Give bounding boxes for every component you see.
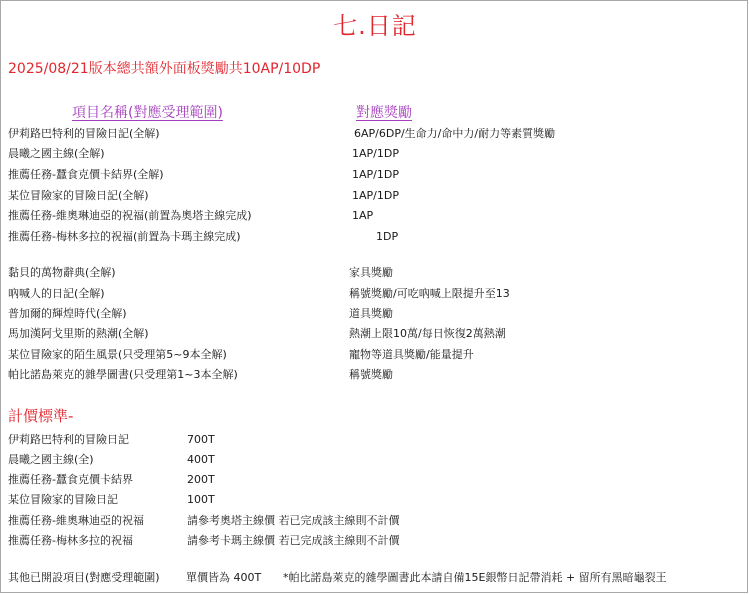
table-row-item: 普加爾的輝煌時代(全解) <box>8 307 127 320</box>
footer-note: *帕比諾島萊克的雜學圖書此本請自備15E銀幣日記帶消耗 + 留所有黑暗龜裂王 <box>283 571 667 584</box>
table-row-reward: 1AP/1DP <box>352 147 399 160</box>
table-row-item: 黏貝的萬物辭典(全解) <box>8 266 116 279</box>
table-row-reward: 1AP/1DP <box>352 168 399 181</box>
table-row-reward: 道具獎勵 <box>349 307 393 320</box>
table-row-item: 某位冒險家的陌生風景(只受理第5~9本全解) <box>8 348 227 361</box>
table-row-item: 馬加漢阿戈里斯的熱潮(全解) <box>8 327 149 340</box>
table-row-item: 推薦任務-梅林多拉的祝福(前置為卡瑪主線完成) <box>8 230 241 243</box>
table-row-item: 伊莉路巴特利的冒險日記(全解) <box>8 127 160 140</box>
table-row-item: 帕比諾島萊克的雜學圖書(只受理第1~3本全解) <box>8 368 238 381</box>
footer-price: 單價皆為 400T <box>186 571 262 584</box>
pricing-row-price: 400T <box>187 453 215 466</box>
column-header-reward: 對應獎勵 <box>356 105 412 121</box>
table-row-reward: 1AP/1DP <box>352 189 399 202</box>
pricing-row-price: 700T <box>187 433 215 446</box>
pricing-row-price: 請參考奧塔主線價 若已完成該主線則不計價 <box>187 514 400 527</box>
table-row-reward: 熱潮上限10萬/每日恢復2萬熱潮 <box>349 327 506 340</box>
table-row-reward: 1AP <box>352 209 374 222</box>
pricing-row-item: 某位冒險家的冒險日記 <box>8 493 118 506</box>
pricing-row-item: 晨曦之國主線(全) <box>8 453 94 466</box>
footer-label: 其他已開設項目(對應受理範圍) <box>8 571 160 584</box>
table-row-item: 某位冒險家的冒險日記(全解) <box>8 189 149 202</box>
pricing-row-item: 推薦任務-維奧琳迪亞的祝福 <box>8 514 144 527</box>
table-row-item: 推薦任務-蠶食克價卡結界(全解) <box>8 168 164 181</box>
column-header-item: 項目名稱(對應受理範圍) <box>72 105 223 121</box>
table-row-item: 吶喊人的日記(全解) <box>8 287 105 300</box>
table-row-reward: 稱號獎勵 <box>349 368 393 381</box>
table-row-reward: 寵物等道具獎勵/能量提升 <box>349 348 474 361</box>
version-subtitle: 2025/08/21版本總共額外面板獎勵共10AP/10DP <box>8 61 321 77</box>
pricing-row-price: 100T <box>187 493 215 506</box>
pricing-row-price: 請參考卡瑪主線價 若已完成該主線則不計價 <box>187 534 400 547</box>
table-row-reward: 6AP/6DP/生命力/命中力/耐力等素質獎勵 <box>354 127 556 140</box>
page-title: 七.日記 <box>333 12 417 40</box>
pricing-row-item: 伊莉路巴特利的冒險日記 <box>8 433 129 446</box>
pricing-row-item: 推薦任務-蠶食克價卡結界 <box>8 473 133 486</box>
table-row-reward: 家具獎勵 <box>349 266 393 279</box>
table-row-item: 推薦任務-維奧琳迪亞的祝福(前置為奧塔主線完成) <box>8 209 252 222</box>
pricing-heading: 計價標準- <box>8 407 74 425</box>
pricing-row-item: 推薦任務-梅林多拉的祝福 <box>8 534 133 547</box>
table-row-reward: 稱號獎勵/可吃吶喊上限提升至13 <box>349 287 510 300</box>
table-row-item: 晨曦之國主線(全解) <box>8 147 105 160</box>
table-row-reward: 1DP <box>376 230 399 243</box>
pricing-row-price: 200T <box>187 473 215 486</box>
